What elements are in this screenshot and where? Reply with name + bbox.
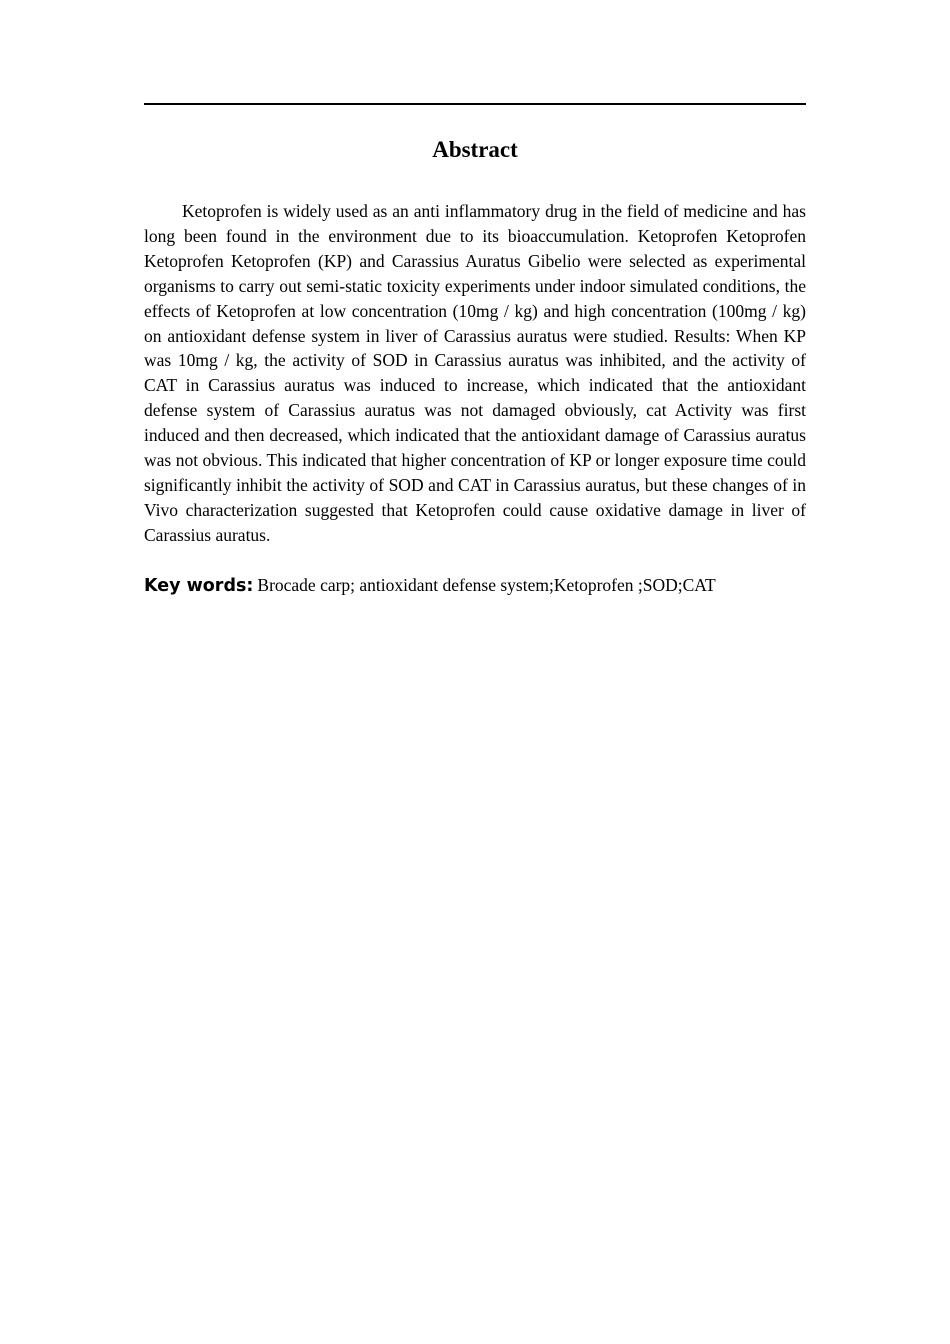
keywords-label: Key words: (144, 576, 254, 596)
keywords-text: Brocade carp; antioxidant defense system;Ketoprofen ;SOD;CAT (257, 575, 716, 595)
abstract-body: Ketoprofen is widely used as an anti inflammatory drug in the field of medicine and has long been found in the environment due to its bioaccumulation. Ketoprofen Ketoprofen Ketoprofen Ketoprofen (KP) and Carassius Auratus Gibelio were selected as experimental organisms to carry out semi-static toxicity experiments under indoor simulated conditions, the effects of Ketoprofen at low concentration (10mg / kg) and high concentration (100mg / kg) on antioxidant defense system in liver of Carassius auratus were studied. Results: When KP was 10mg / kg, the activity of SOD in Carassius auratus was inhibited, and the activity of CAT in Carassius auratus was induced to increase, which indicated that the antioxidant defense system of Carassius auratus was not damaged obviously, cat Activity was first induced and then decreased, which indicated that the antioxidant damage of Carassius auratus was not obvious. This indicated that higher concentration of KP or longer exposure time could significantly inhibit the activity of SOD and CAT in Carassius auratus, but these changes of in Vivo characterization suggested that Ketoprofen could cause oxidative damage in liver of Carassius auratus. (144, 201, 806, 545)
abstract-title: Abstract (432, 137, 518, 162)
header-rule (144, 103, 806, 105)
keywords-line (144, 572, 806, 600)
